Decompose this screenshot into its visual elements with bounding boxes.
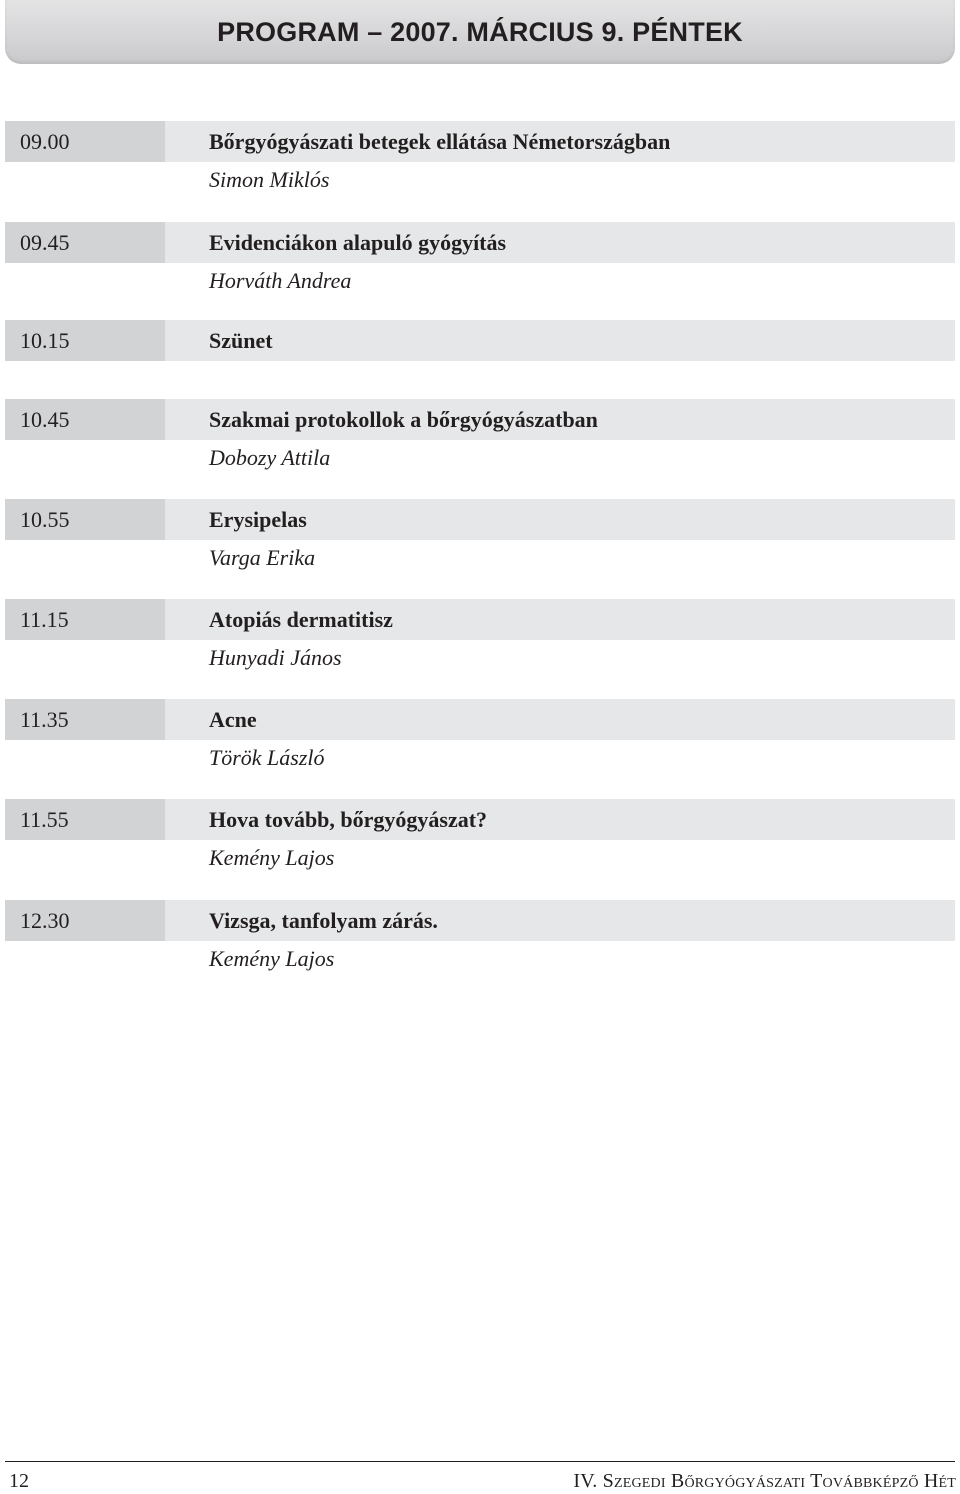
program-entry-bar <box>5 699 955 740</box>
program-title: Vizsga, tanfolyam zárás. <box>209 908 438 933</box>
program-title: Bőrgyógyászati betegek ellátása Németországban <box>209 129 671 154</box>
program-speaker: Kemény Lajos <box>209 946 335 971</box>
program-entry <box>5 399 955 471</box>
program-speaker: Hunyadi János <box>209 645 342 670</box>
program-speaker: Horváth Andrea <box>209 268 352 293</box>
program-speaker: Varga Erika <box>209 545 316 570</box>
program-time: 09.45 <box>5 222 165 263</box>
program-entry-bar <box>5 222 955 263</box>
program-entry <box>5 121 955 193</box>
program-entry <box>5 900 955 972</box>
program-entry-bar <box>5 499 955 540</box>
program-entry-bar <box>5 900 955 941</box>
program-time: 10.45 <box>5 399 165 440</box>
program-title: Evidenciákon alapuló gyógyítás <box>209 230 507 255</box>
program-entry <box>5 799 955 871</box>
program-title: Szakmai protokollok a bőrgyógyászatban <box>209 407 598 432</box>
header-bar <box>5 0 955 64</box>
program-speaker: Simon Miklós <box>209 167 330 192</box>
program-title: Atopiás dermatitisz <box>209 607 393 632</box>
program-time: 10.55 <box>5 499 165 540</box>
program-title: Erysipelas <box>209 507 307 532</box>
footer-event-title: IV. Szegedi Bőrgyógyászati Továbbképző Hét <box>573 1470 956 1492</box>
program-entry-bar <box>5 320 955 361</box>
program-entry <box>5 699 955 771</box>
program-speaker: Török László <box>209 745 325 770</box>
program-time: 11.55 <box>5 799 165 840</box>
page-number: 12 <box>9 1470 29 1492</box>
program-title: Acne <box>209 707 257 732</box>
program-entry <box>5 599 955 671</box>
program-entry-bar <box>5 121 955 162</box>
program-entry-bar <box>5 399 955 440</box>
program-entry-bar <box>5 799 955 840</box>
program-title: Hova tovább, bőrgyógyászat? <box>209 807 488 832</box>
program-title: Szünet <box>209 328 273 353</box>
program-speaker: Kemény Lajos <box>209 845 335 870</box>
program-entry-bar <box>5 599 955 640</box>
page-title: PROGRAM – 2007. MÁRCIUS 9. PÉNTEK <box>217 16 743 47</box>
program-speaker: Dobozy Attila <box>209 445 331 470</box>
program-entry <box>5 222 955 294</box>
program-entry <box>5 499 955 571</box>
program-time: 12.30 <box>5 900 165 941</box>
program-time: 11.35 <box>5 699 165 740</box>
program-time: 11.15 <box>5 599 165 640</box>
program-time: 09.00 <box>5 121 165 162</box>
program-entry <box>5 320 955 361</box>
footer-divider <box>5 1461 955 1462</box>
program-time: 10.15 <box>5 320 165 361</box>
